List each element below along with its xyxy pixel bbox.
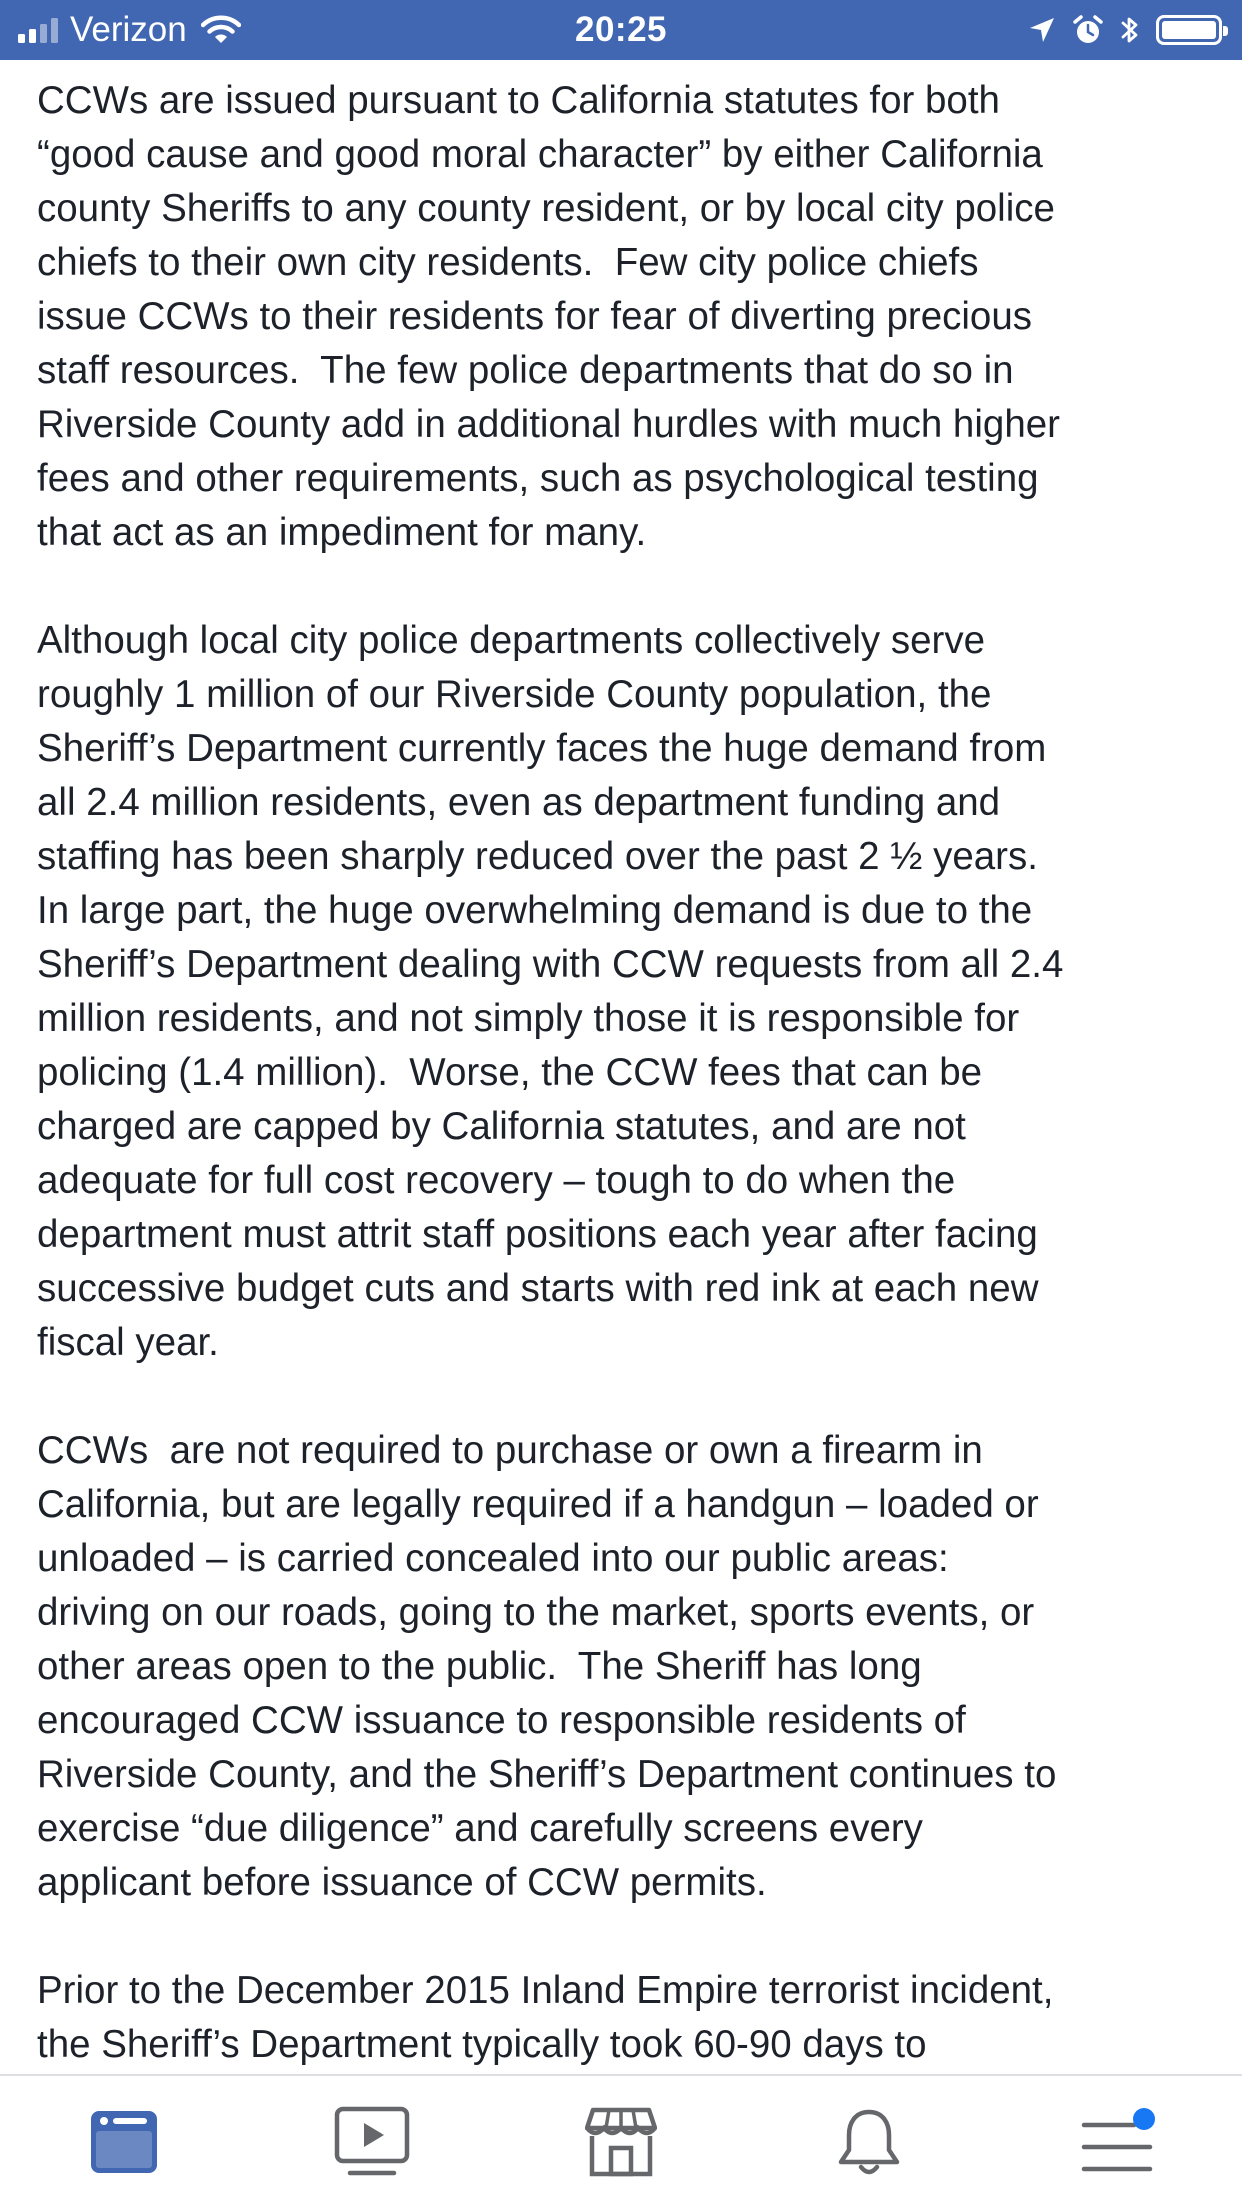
paragraph: Although local city police departments collectively serve roughly 1 million of our Riverside County population, the Sheriff’s Department currently faces the huge demand from all 2.4 million residents, even as department funding and staffing has been sharply reduced over the past 2 ½ years. In large part, the huge overwhelming demand is due to the Sheriff’s Department dealing with CCW requests from all 2.4 million residents, and not simply those it is responsible for policing (1.4 million). Worse, the CCW fees that can be charged are capped by California statutes, and are not adequate for full cost recovery – tough to do when the department must attrit staff positions each year after facing successive budget cuts and starts with red ink at each new fiscal year. xyxy=(37,619,1064,1364)
paragraph: CCWs are issued pursuant to California statutes for both “good cause and good moral character” by either California county Sheriffs to any county resident, or by local city police chiefs to their own city residents. Few city police chiefs issue CCWs to their residents for fear of diverting precious staff resources. The few police departments that do so in Riverside County add in additional hurdles with much higher fees and other requirements, such as psychological testing that act as an impediment for many. xyxy=(37,79,1060,554)
watch-video-icon xyxy=(334,2106,410,2178)
carrier-name: Verizon xyxy=(70,10,187,49)
notifications-bell-icon xyxy=(836,2106,902,2178)
location-arrow-icon xyxy=(1028,16,1056,44)
tab-menu[interactable] xyxy=(994,2076,1242,2208)
clock: 20:25 xyxy=(574,10,668,49)
alarm-icon xyxy=(1072,14,1104,46)
news-feed-icon xyxy=(89,2107,159,2177)
paragraph: Prior to the December 2015 Inland Empire terrorist incident, the Sheriff’s Department typically took 60-90 days to xyxy=(37,1969,1054,2066)
battery-icon xyxy=(1156,15,1222,45)
paragraph: CCWs are not required to purchase or own a firearm in California, but are legally required if a handgun – loaded or unloaded – is carried concealed into our public areas: driving on our roads, going to the market, sports events, or other areas open to the public. The Sheriff has long encouraged CCW issuance to responsible residents of Riverside County, and the Sheriff’s Department continues to exercise “due diligence” and carefully screens every applicant before issuance of CCW permits. xyxy=(37,1429,1057,1904)
tab-notifications[interactable] xyxy=(745,2076,993,2208)
status-right xyxy=(1028,0,1222,60)
bottom-tab-bar xyxy=(0,2074,1242,2208)
tab-marketplace[interactable] xyxy=(497,2076,745,2208)
marketplace-icon xyxy=(585,2106,657,2178)
bluetooth-icon xyxy=(1120,14,1140,46)
post-text xyxy=(37,74,1217,2072)
menu-icon xyxy=(1080,2107,1156,2177)
tab-watch[interactable] xyxy=(248,2076,496,2208)
tab-news-feed[interactable] xyxy=(0,2076,248,2208)
status-bar xyxy=(0,0,1242,60)
